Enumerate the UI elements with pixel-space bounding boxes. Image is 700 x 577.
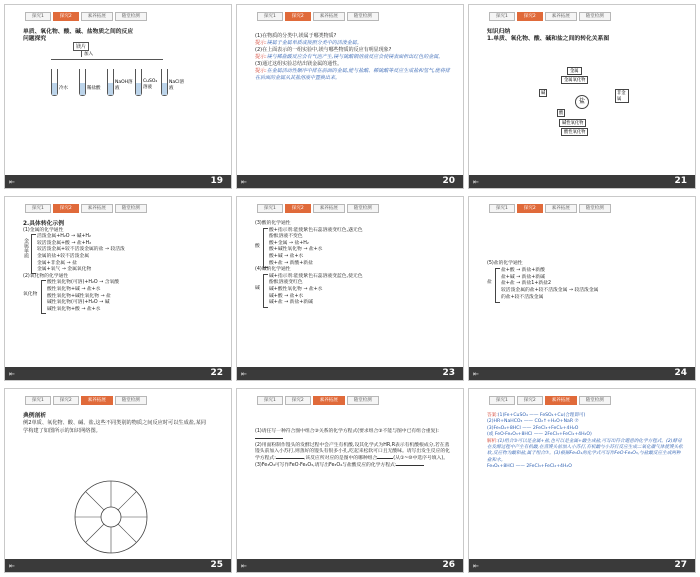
node-acid: 酸 (559, 111, 564, 116)
answer-line: (1)Fe+CuSO₄ —— FeSO₄+Cu(合理即可) (497, 413, 586, 418)
side-label-salt: 盐 (487, 279, 492, 285)
brace (495, 268, 500, 303)
branch-line (51, 59, 163, 60)
tab-explore-2[interactable]: 探究2 (53, 204, 79, 213)
tab-explore-1[interactable]: 探究1 (25, 204, 51, 213)
slide-subheading: 1.单质、氧化物、酸、碱和盐之间的转化关系图 (487, 36, 610, 43)
tab-quiz[interactable]: 随堂检测 (115, 396, 147, 405)
page-number: 25 (210, 560, 223, 570)
slide-nav-icon[interactable]: ⇤ (241, 562, 247, 570)
rule-line: 金属+氧气 → 金属氧化物 (37, 267, 92, 273)
tab-explore-1[interactable]: 探究1 (25, 12, 51, 21)
answer-blank[interactable] (255, 438, 283, 439)
slide-nav-icon[interactable]: ⇤ (9, 178, 15, 186)
slide-nav-icon[interactable]: ⇤ (241, 178, 247, 186)
rule-line: 金属的盐+较不活泼金属 (37, 253, 89, 259)
slide-nav-icon[interactable]: ⇤ (473, 562, 479, 570)
slide-nav-icon[interactable]: ⇤ (9, 562, 15, 570)
slide-heading: 知识归纳 (487, 29, 511, 35)
node-metal: 金属 (567, 67, 582, 75)
rule-line: 酸+金属 → 盐+H₂ (269, 240, 309, 246)
question-3: (3)通过这组实验总结出镁金属的通性。 (255, 61, 343, 67)
slide-footer (469, 175, 695, 188)
rule-line: 的盐+较不活泼金属 (501, 294, 544, 300)
rule-line: 酸+指示剂:能使紫色石蕊溶液变红色,遇无色 (269, 227, 363, 233)
slide-nav-icon[interactable]: ⇤ (473, 370, 479, 378)
tab-quiz[interactable]: 随堂检测 (115, 204, 147, 213)
slide-tabs (25, 396, 147, 405)
hint-label: 提示: (255, 40, 267, 46)
tab-literacy[interactable]: 素养拓展 (545, 12, 577, 21)
side-label-metal: 金属单质 (23, 238, 29, 259)
section-base: (4)碱的化学通性 (255, 267, 291, 273)
slide-subheading: 问题探究 (23, 36, 47, 43)
tab-explore-1[interactable]: 探究1 (25, 396, 51, 405)
tube-2 (79, 69, 86, 96)
rule-line: 盐+酸 → 新盐+新酸 (501, 267, 545, 273)
tube-label-nacl: NaCl溶液 (169, 80, 185, 91)
tab-literacy[interactable]: 素养拓展 (545, 396, 577, 405)
section-oxide: (2)氧化物的化学通性 (23, 273, 69, 279)
tab-explore-1[interactable]: 探究1 (489, 12, 515, 21)
page-number: 27 (674, 560, 687, 570)
rule-line: 盐+碱 → 新盐+新碱 (501, 274, 545, 280)
slide-23[interactable] (236, 196, 464, 381)
rule-line: 酸性氧化物(可溶)+H₂O → 含氧酸 (47, 280, 120, 286)
slide-nav-icon[interactable]: ⇤ (473, 178, 479, 186)
slide-nav-icon[interactable]: ⇤ (241, 370, 247, 378)
slide-tabs (25, 204, 147, 213)
tube-5 (161, 69, 168, 96)
slide-heading: 2.具体转化示例 (23, 221, 65, 227)
answer-blank[interactable] (276, 458, 304, 459)
tube-1 (51, 69, 58, 96)
node-base: 碱 (541, 91, 546, 96)
slide-tabs (257, 396, 379, 405)
tab-explore-2[interactable]: 探究2 (285, 396, 311, 405)
slide-tabs (257, 12, 379, 21)
tab-quiz[interactable]: 随堂检测 (347, 396, 379, 405)
rule-line: 较活泼金属+较不活泼金属的盐 → 较活泼 (37, 247, 125, 253)
rule-line: 活泼金属+H₂O → 碱+H₂ (37, 234, 91, 240)
side-label-base: 碱 (255, 285, 260, 291)
node-basic-oxide: 碱性氧化物 (559, 119, 586, 127)
question-3: (3)Fe₃O₄可写作FeO·Fe₂O₃,请写出Fe₃O₄与盐酸反应的化学方程式: (255, 463, 451, 470)
connector-line (81, 51, 82, 57)
section-salt: (5)盐的化学通性 (487, 261, 523, 266)
answer-3: 在金属活动性顺序中排在前面的金属,能与盐酸、稀硫酸等反应生成盐和氢气,能将排在后面的金属从其盐溶液中置换出来。 (255, 68, 450, 81)
tab-explore-2[interactable]: 探究2 (53, 12, 79, 21)
tab-explore-1[interactable]: 探究1 (257, 396, 283, 405)
slide-heading: 典例剖析 (23, 413, 47, 419)
tube-label-cuso4: CuSO₄溶液 (143, 79, 158, 90)
conversion-diagram (539, 67, 629, 137)
brace (263, 228, 268, 268)
rule-line: 酚酞溶液不变色 (269, 234, 303, 240)
side-label-acid: 酸 (255, 243, 260, 249)
rule-line: 较活泼金属+酸 → 盐+H₂ (37, 240, 92, 246)
tab-quiz[interactable]: 随堂检测 (579, 12, 611, 21)
node-salt: 盐 (575, 95, 589, 109)
slide-footer (5, 367, 231, 380)
page-number: 21 (674, 176, 687, 186)
question-2: (2)用面粉制作馒头的发酵过程中会产生有机酸,设其化学式为HR,R表示有机酸根成分,若在蒸馒头前加入小苏打,则蒸好的馒头有很多小孔,吃起来松软可口且无酸味。请写出发生反应的化学方程式: ,该反应所对应的是图中的哪种组合 (从①~⑩中选序号填入)。 (255, 442, 450, 462)
slide-20[interactable] (236, 4, 464, 189)
tab-quiz[interactable]: 随堂检测 (579, 204, 611, 213)
slide-21[interactable] (468, 4, 696, 189)
page-number: 20 (442, 176, 455, 186)
tab-literacy[interactable]: 素养拓展 (313, 204, 345, 213)
answer-line: (3)Fe₃O₄+8HCl —— 2FeCl₃+FeCl₂+4H₂O (487, 425, 579, 431)
tube-4 (135, 69, 142, 96)
answer-line: (2)HR+NaHCO₃ —— CO₂↑+H₂O+NaR ⑦ (487, 419, 579, 425)
slide-tabs (257, 204, 379, 213)
knowledge-wheel-diagram (71, 477, 151, 557)
tube-label-hcl: 稀盐酸 (87, 86, 101, 91)
brace (263, 274, 268, 308)
tube-3 (107, 69, 114, 96)
slide-footer (469, 559, 695, 572)
explanation-text: (1)组合③可以是金属+盐,也可以是金属+酸生成盐,可写出符合题意的化学方程式。(2)酵母在发酵过程中产生有机酸,在蒸馒头前加入小苏打,有机酸与小苏打反应生成二氧化碳气体使馒头松软,反应物为酸和盐,属于组合⑦。(3)根据Fe₃O₄的化学式可写作FeO·Fe₂O₃,与盐酸反应生成两种盐和水。 (487, 438, 683, 463)
page-number: 24 (674, 368, 687, 378)
rule-line: 酸+盐 → 新酸+新盐 (269, 260, 313, 266)
tab-quiz[interactable]: 随堂检测 (347, 204, 379, 213)
rule-line: 金属+非金属 → 盐 (37, 260, 77, 266)
tab-literacy[interactable]: 素养拓展 (545, 204, 577, 213)
tab-quiz[interactable]: 随堂检测 (347, 12, 379, 21)
answer-2: 镁与稀盐酸反应会有气泡产生,镁与硫酸铜溶液反应会使镁表面析出红色的金属。 (266, 54, 444, 60)
rule-line: 酸+碱 → 盐+水 (269, 253, 304, 259)
slide-19[interactable] (4, 4, 232, 189)
tab-literacy[interactable]: 素养拓展 (313, 12, 345, 21)
rule-line: 碱性氧化物+酸 → 盐+水 (47, 306, 101, 312)
question-2: (2)在上面表示的一组实验中,镁与哪些物质的反应有明显现象? (255, 47, 392, 53)
slide-footer (237, 367, 463, 380)
tab-literacy[interactable]: 素养拓展 (81, 12, 113, 21)
page-number: 23 (442, 368, 455, 378)
rule-line: 较活泼金属的盐+较不活泼金属 → 较活泼金属 (501, 288, 599, 294)
hint-label: 提示: (255, 68, 267, 74)
slide-tabs (25, 12, 147, 21)
tube-label-naoh: NaOH溶液 (115, 80, 133, 91)
tab-literacy[interactable]: 素养拓展 (313, 396, 345, 405)
slide-22[interactable] (4, 196, 232, 381)
tab-literacy[interactable]: 素养拓展 (81, 396, 113, 405)
explanation-label: 解析: (487, 438, 498, 444)
slide-heading: 单质、氧化物、酸、碱、盐物质之间的反应 (23, 29, 134, 35)
rule-line: 碱+指示剂:能使紫色石蕊溶液变蓝色,使无色 (269, 273, 363, 279)
slide-footer (5, 175, 231, 188)
rule-line: 碱性氧化物(可溶)+H₂O → 碱 (47, 300, 110, 306)
tab-explore-1[interactable]: 探究1 (489, 204, 515, 213)
tab-explore-1[interactable]: 探究1 (257, 12, 283, 21)
example-text: 例2单质、氧化物、酸、碱、盐,这些不同类别的物质之间反应时可以生成盐,某同学构建了如图所示的知识网络图。 (23, 420, 206, 434)
node-acid-oxide: 酸性氧化物 (561, 128, 588, 136)
add-label: 加入 (84, 52, 93, 57)
tube-label-cold-water: 冷水 (59, 86, 68, 91)
slide-nav-icon[interactable]: ⇤ (9, 370, 15, 378)
rule-line: 酸性氧化物+碱性氧化物 → 盐 (47, 293, 111, 299)
answer-line: (或 FeO·Fe₂O₃+8HCl —— 2FeCl₃+FeCl₂+4H₂O) (487, 432, 592, 438)
rule-line: 碱+盐 → 新盐+新碱 (269, 300, 313, 306)
tab-quiz[interactable]: 随堂检测 (115, 12, 147, 21)
tab-explore-2[interactable]: 探究2 (517, 204, 543, 213)
slide-footer (469, 367, 695, 380)
slide-footer (5, 559, 231, 572)
rule-line: 碱+酸 → 盐+水 (269, 293, 304, 299)
slide-footer (237, 559, 463, 572)
slide-tabs (489, 396, 611, 405)
test-tube-diagram (13, 35, 185, 105)
tab-explore-1[interactable]: 探究1 (489, 396, 515, 405)
tab-explore-2[interactable]: 探究2 (285, 12, 311, 21)
node-nonmetal: 非金属 (615, 89, 629, 103)
slide-27[interactable] (468, 388, 696, 573)
answer-blank[interactable] (396, 465, 424, 466)
question-1: (1)请任写一种符合图中组合③关系的化学方程式(要求组合③不能与图中已有组合重复): (255, 429, 451, 443)
slide-tabs (489, 204, 611, 213)
slide-tabs (489, 12, 611, 21)
node-metal-oxide: 金属氧化物 (561, 76, 588, 84)
section-acid: (3)酸的化学通性 (255, 221, 291, 226)
side-label-oxide: 氧化物 (23, 292, 38, 298)
answer-1: 镁属于金属单质或按照分类中的活泼金属。 (266, 40, 362, 46)
rule-line: 酸性氧化物+碱 → 盐+水 (47, 286, 101, 292)
rule-line: 酚酞溶液变红色 (269, 280, 303, 286)
tab-explore-2[interactable]: 探究2 (53, 396, 79, 405)
slide-footer (237, 175, 463, 188)
rule-line: 碱+酸性氧化物 → 盐+水 (269, 286, 323, 292)
rule-line: 盐+盐 → 新盐1+新盐2 (501, 281, 551, 287)
page-number: 19 (210, 176, 223, 186)
tab-explore-2[interactable]: 探究2 (517, 396, 543, 405)
tab-explore-2[interactable]: 探究2 (517, 12, 543, 21)
magnesium-strip-label: 镁片 (73, 42, 89, 51)
hint-label: 提示: (255, 54, 267, 60)
slide-24[interactable] (468, 196, 696, 381)
page-number: 22 (210, 368, 223, 378)
section-metal: (1)金属的化学通性 (23, 227, 64, 233)
tab-explore-1[interactable]: 探究1 (257, 204, 283, 213)
question-1: (1)在物质的分类中,镁属于哪类物质? (255, 33, 337, 39)
rule-line: 酸+碱性氧化物 → 盐+水 (269, 247, 323, 253)
page-number: 26 (442, 560, 455, 570)
brace (41, 280, 46, 314)
brace (31, 234, 36, 274)
answer-blank[interactable] (377, 458, 393, 459)
slide-26[interactable] (236, 388, 464, 573)
tab-literacy[interactable]: 素养拓展 (81, 204, 113, 213)
answer-label: 答案: (487, 413, 498, 418)
explanation-equation: Fe₃O₄+8HCl —— 2FeCl₃+FeCl₂+4H₂O (487, 464, 572, 470)
tab-explore-2[interactable]: 探究2 (285, 204, 311, 213)
tab-quiz[interactable]: 随堂检测 (579, 396, 611, 405)
slide-25[interactable] (4, 388, 232, 573)
